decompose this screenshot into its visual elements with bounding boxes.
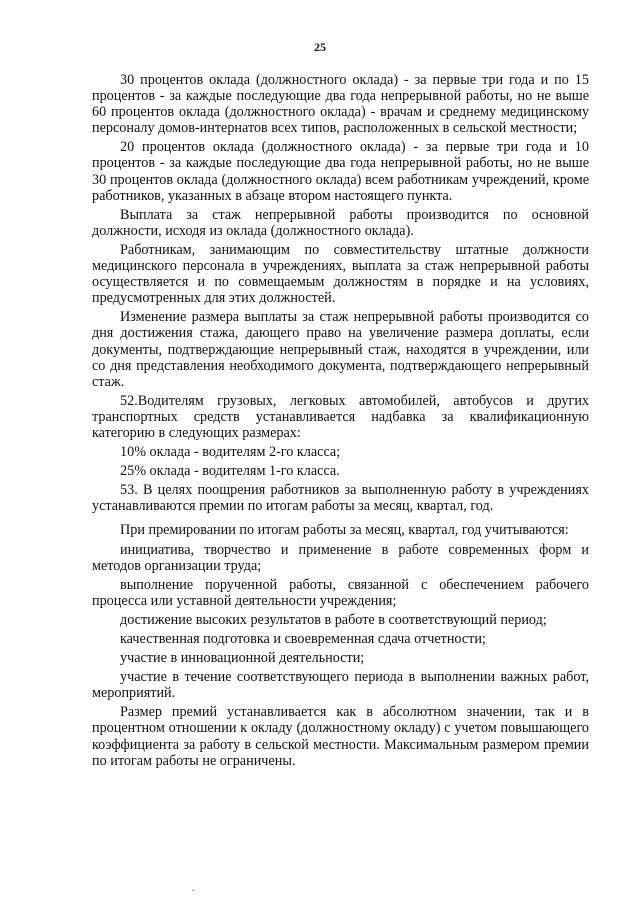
paragraph-16: участие в течение соответствующего периода в выполнении важных работ, мероприятий. [92,669,589,702]
paragraph-7: 10% оклада - водителям 2-го класса; [120,444,341,461]
paragraph-1: 30 процентов оклада (должностного оклада) - за первые три года и по 15 процентов - за каждые последующие два года непрерывной работы, но не выше 60 процентов оклада (должностного оклада) - врачам и среднему медицинскому персоналу домов-интернатов всех типов, расположенных в сельской местности; [92,72,589,137]
paragraph-14: качественная подготовка и своевременная сдача отчетности; [120,631,486,647]
paragraph-3: Выплата за стаж непрерывной работы производится по основной должности, исходя из оклада (должностного оклада). [92,206,589,239]
scan-speck [192,890,194,891]
paragraph-13: достижение высоких результатов в работе в соответствующий период; [120,611,547,628]
paragraph-2: 20 процентов оклада (должностного оклада) - за первые три года и 10 процентов - за каждые последующие два года непрерывной работы, но не выше 30 процентов оклада (должностного оклада) всем работникам учреждений, кроме работников, указанных в абзаце втором настоящего пункта. [92,139,589,204]
paragraph-8: 25% оклада - водителям 1-го класса. [120,463,340,480]
paragraph-5: Изменение размера выплаты за стаж непрерывной работы производится со дня достижения стажа, дающего право на увеличение размера доплаты, если документы, подтверждающие непрерывный стаж, находятся в учреждении, или со дня представления необходимого документа, подтверждающего непрерывный стаж. [92,309,589,390]
paragraph-11: инициатива, творчество и применение в работе современных форм и методов организации труда; [92,541,589,574]
page-number: 25 [314,40,326,54]
paragraph-9: 53. В целях поощрения работников за выполненную работу в учреждениях устанавливаются премии по итогам работы за месяц, квартал, год. [92,482,589,515]
paragraph-6: 52.Водителям грузовых, легковых автомобилей, автобусов и других транспортных средств устанавливается надбавка за квалификационную категорию в следующих размерах: [92,392,589,441]
paragraph-4: Работникам, занимающим по совместительству штатные должности медицинского персонала в учреждениях, выплата за стаж непрерывной работы осуществляется и по совмещаемым должностям в порядке и на условиях, предусмотренных для этих должностей. [92,241,589,307]
paragraph-10: При премировании по итогам работы за месяц, квартал, год учитываются: [120,522,569,539]
paragraph-17: Размер премий устанавливается как в абсолютном значении, так и в процентном отношении к окладу (должностному окладу) с учетом повышающего коэффициента за работу в сельской местности. Максимальным размером премии по итогам работы не ограничены. [92,704,589,769]
document-body [92,72,589,772]
paragraph-15: участие в инновационной деятельности; [120,650,365,667]
paragraph-12: выполнение порученной работы, связанной с обеспечением рабочего процесса или уставной деятельности учреждения; [92,576,589,609]
